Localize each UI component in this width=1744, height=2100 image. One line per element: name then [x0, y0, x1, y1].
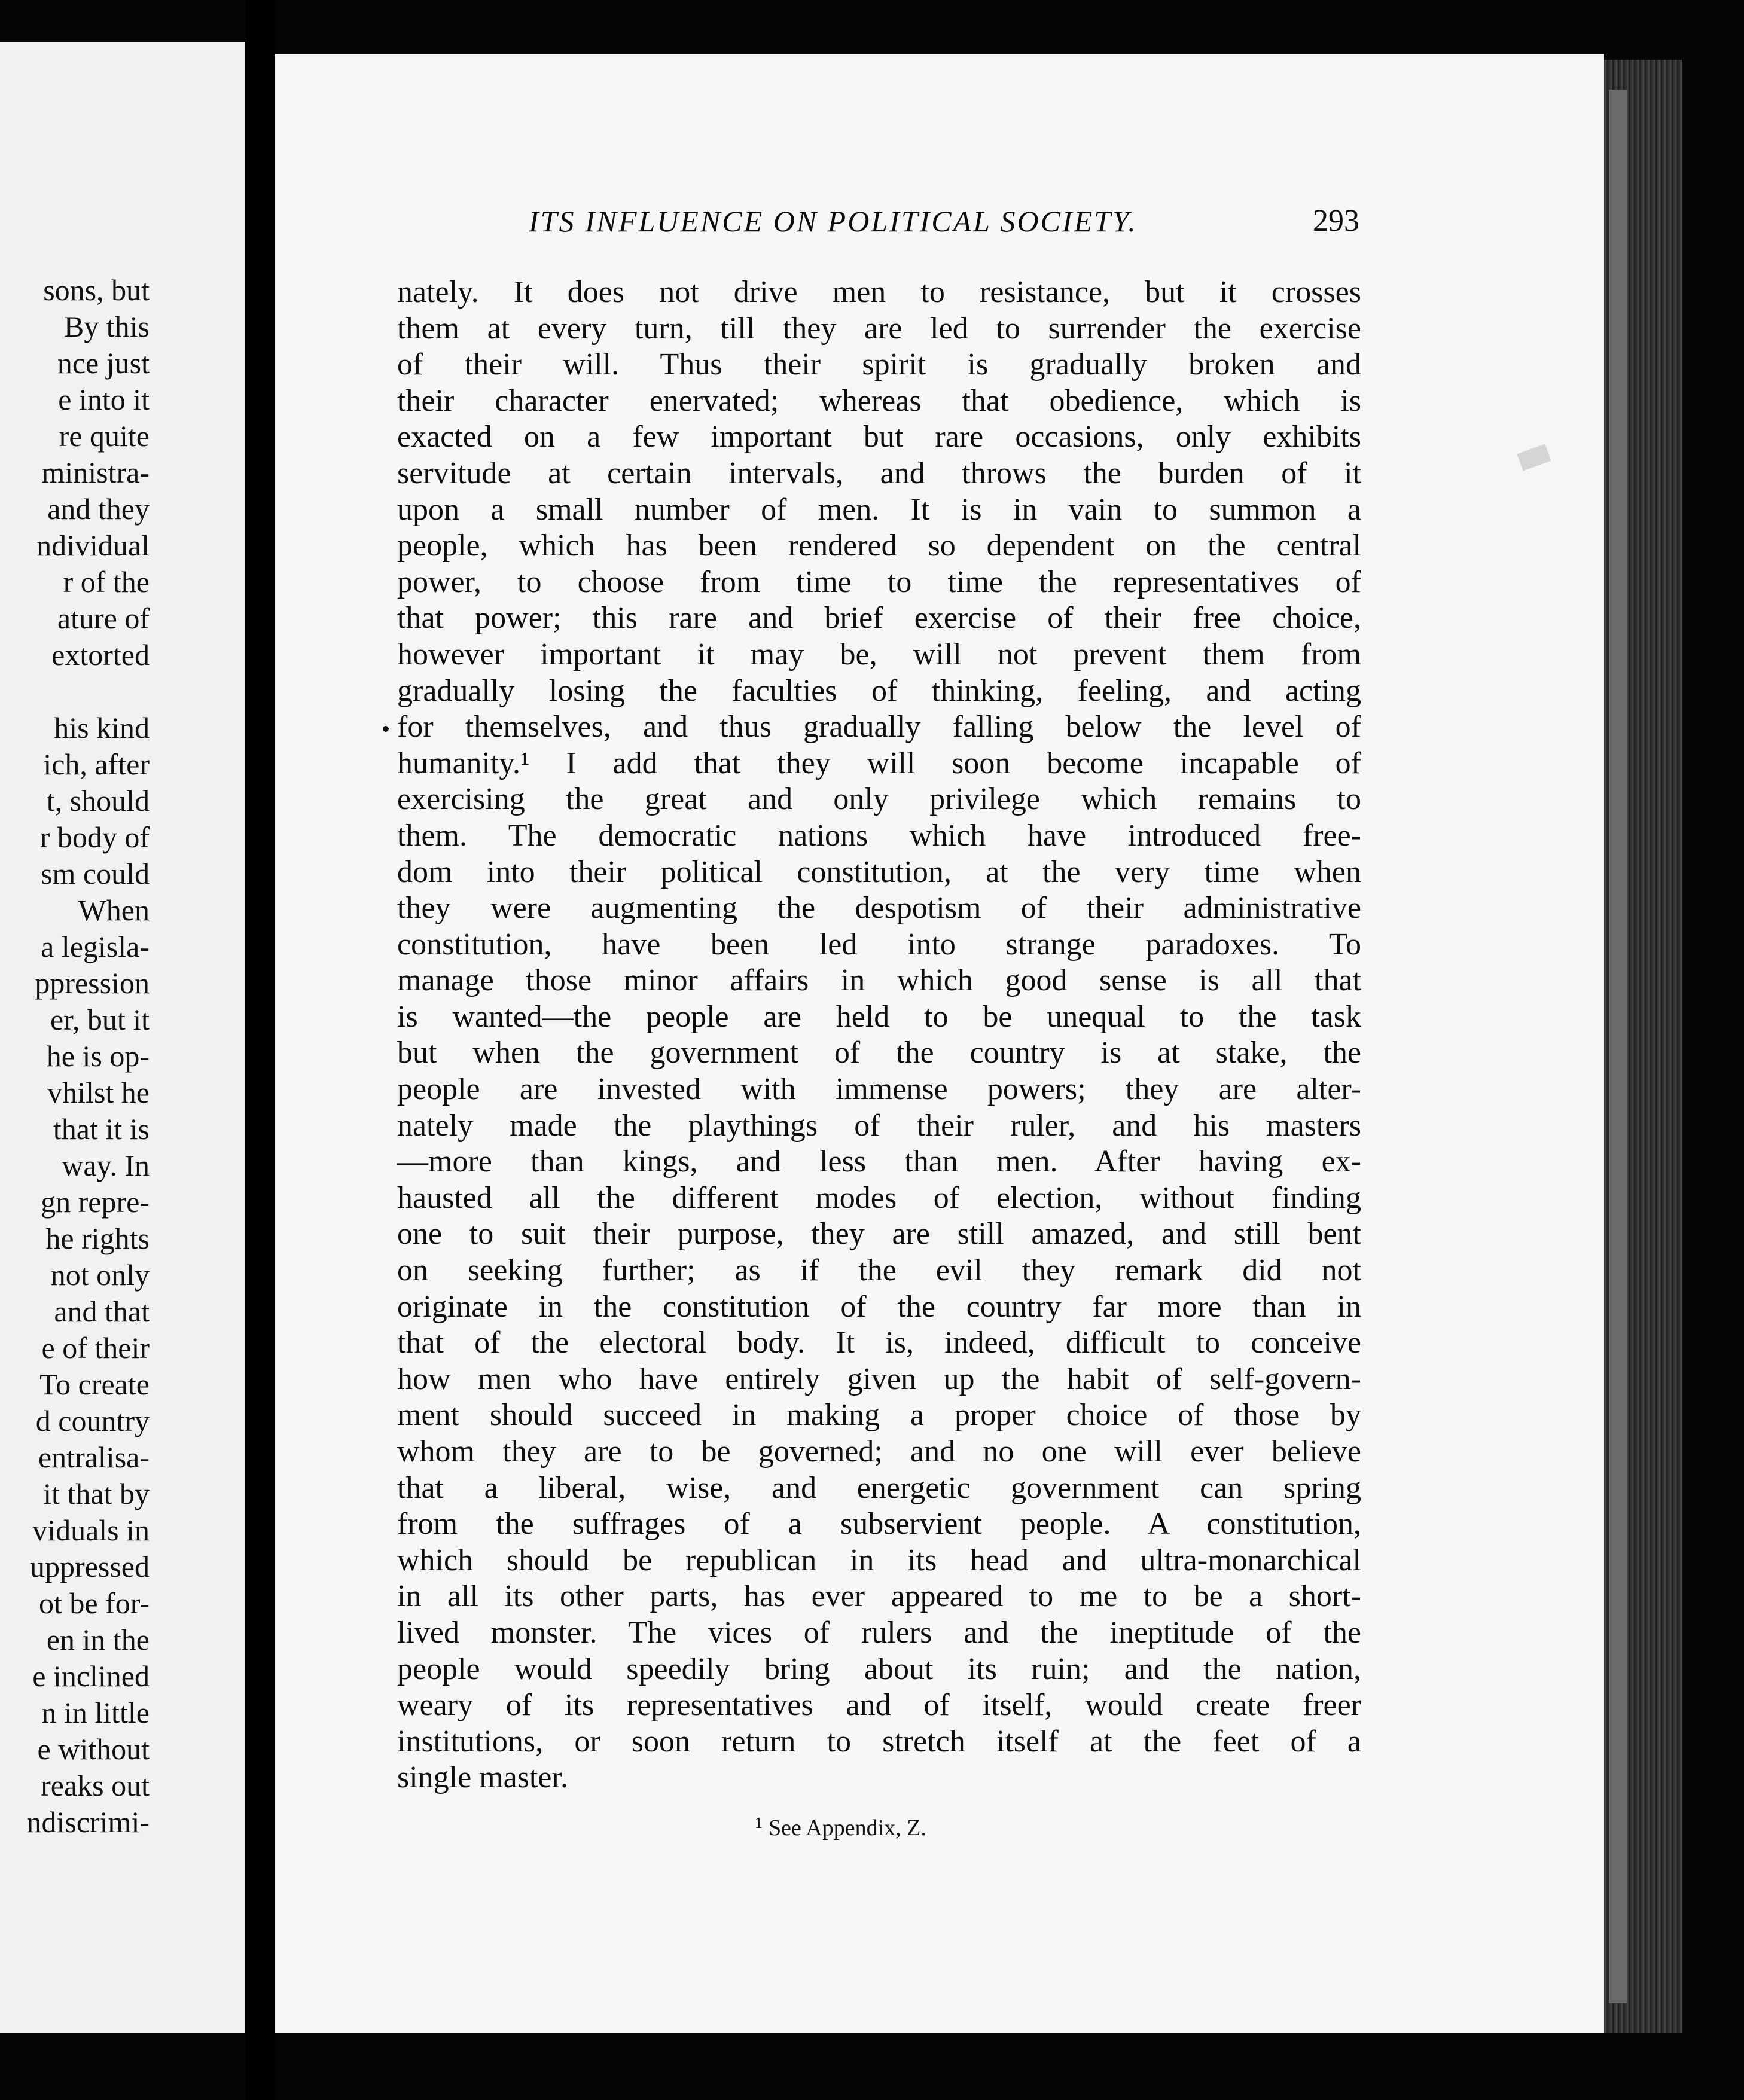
- left-facing-page: [0, 42, 245, 2033]
- body-line: constitution, have been led into strange paradoxes. To: [397, 927, 1361, 962]
- left-page-line: ndividual: [36, 529, 150, 562]
- footnote-marker: 1: [755, 1814, 763, 1832]
- left-page-line: and that: [54, 1295, 150, 1328]
- margin-dot: [383, 726, 389, 732]
- body-line: —more than kings, and less than men. After having ex-: [397, 1144, 1361, 1179]
- body-line: of their will. Thus their spirit is gradually broken and: [397, 347, 1361, 382]
- body-line: whom they are to be governed; and no one will ever believe: [397, 1434, 1361, 1469]
- body-line: upon a small number of men. It is in vain to summon a: [397, 492, 1361, 527]
- left-page-line: en in the: [46, 1623, 150, 1656]
- left-page-line: it that by: [43, 1477, 150, 1510]
- footnote: [755, 1805, 926, 1841]
- left-page-line: nce just: [57, 346, 150, 380]
- body-line: ment should succeed in making a proper choice of those by: [397, 1398, 1361, 1433]
- body-line: they were augmenting the despotism of their administrative: [397, 891, 1361, 926]
- body-line: nately. It does not drive men to resistance, but it crosses: [397, 275, 1361, 309]
- body-line: single master.: [397, 1760, 568, 1795]
- left-page-line: extorted: [51, 638, 150, 671]
- book-gutter: [245, 0, 275, 2100]
- body-line: people would speedily bring about its ruin; and the nation,: [397, 1652, 1361, 1686]
- body-line: that a liberal, wise, and energetic government can spring: [397, 1470, 1361, 1505]
- left-page-line: vhilst he: [47, 1076, 150, 1109]
- left-page-line: that it is: [53, 1112, 150, 1146]
- body-line: is wanted—the people are held to be unequal to the task: [397, 999, 1361, 1034]
- left-page-line: ature of: [57, 602, 150, 635]
- running-head: ITS INFLUENCE ON POLITICAL SOCIETY.: [529, 204, 1138, 238]
- left-page-line: By this: [63, 310, 150, 343]
- left-page-line: not only: [50, 1258, 150, 1292]
- body-line: originate in the constitution of the country far more than in: [397, 1289, 1361, 1324]
- body-line: institutions, or soon return to stretch itself at the feet of a: [397, 1724, 1361, 1759]
- left-page-line: er, but it: [50, 1003, 150, 1036]
- left-page-line: way. In: [62, 1149, 150, 1182]
- body-line: nately made the playthings of their ruler, and his masters: [397, 1108, 1361, 1143]
- left-page-line: his kind: [54, 711, 150, 744]
- left-page-line: ich, after: [43, 747, 150, 781]
- paper-speck: [1517, 444, 1551, 471]
- left-page-line: e of their: [41, 1331, 150, 1365]
- body-line: exacted on a few important but rare occasions, only exhibits: [397, 420, 1361, 454]
- body-line: that power; this rare and brief exercise of their free choice,: [397, 601, 1361, 636]
- left-page-line: ppression: [35, 966, 150, 1000]
- body-line: them at every turn, till they are led to surrender the exercise: [397, 311, 1361, 346]
- left-page-line: entralisa-: [38, 1440, 150, 1474]
- body-line: manage those minor affairs in which good sense is all that: [397, 963, 1361, 998]
- body-text: [397, 274, 1361, 1796]
- left-page-line: r of the: [63, 565, 150, 599]
- body-line: servitude at certain intervals, and throws the burden of it: [397, 456, 1361, 490]
- left-page-line: re quite: [59, 419, 150, 453]
- body-line: gradually losing the faculties of thinking, feeling, and acting: [397, 673, 1361, 708]
- left-page-line: n in little: [41, 1696, 150, 1729]
- body-line: dom into their political constitution, at the very time when: [397, 854, 1361, 889]
- left-page-line: gn repre-: [41, 1185, 150, 1219]
- left-page-line: t, should: [46, 784, 150, 817]
- body-line: but when the government of the country is at stake, the: [397, 1036, 1361, 1070]
- left-page-line: e into it: [58, 383, 150, 416]
- left-page-text: [0, 272, 150, 1840]
- left-page-line: and they: [47, 492, 150, 526]
- body-line: that of the electoral body. It is, indeed, difficult to conceive: [397, 1326, 1361, 1360]
- left-page-line: e inclined: [32, 1659, 150, 1693]
- body-line: from the suffrages of a subservient people. A constitution,: [397, 1507, 1361, 1542]
- left-page-line: ot be for-: [38, 1586, 150, 1620]
- body-line: which should be republican in its head and ultra-monarchical: [397, 1543, 1361, 1577]
- footnote-text: See Appendix, Z.: [769, 1815, 926, 1840]
- body-line: for themselves, and thus gradually falling below the level of: [397, 710, 1361, 744]
- body-line: how men who have entirely given up the habit of self-govern-: [397, 1362, 1361, 1396]
- left-page-line: r body of: [39, 820, 150, 854]
- left-page-line: e without: [37, 1732, 150, 1766]
- page-edge-highlight: [1609, 90, 1627, 2003]
- body-line: in all its other parts, has ever appeared to me to be a short-: [397, 1579, 1361, 1614]
- left-page-line: viduals in: [32, 1513, 150, 1547]
- left-page-line: reaks out: [41, 1769, 150, 1802]
- body-line: people are invested with immense powers; they are alter-: [397, 1072, 1361, 1107]
- left-page-line: sm could: [41, 857, 150, 890]
- body-line: their character enervated; whereas that obedience, which is: [397, 383, 1361, 418]
- page-number: 293: [1313, 204, 1359, 238]
- body-line: weary of its representatives and of itself, would create freer: [397, 1688, 1361, 1723]
- body-line: on seeking further; as if the evil they remark did not: [397, 1253, 1361, 1288]
- body-line: humanity.¹ I add that they will soon become incapable of: [397, 746, 1361, 780]
- body-line: exercising the great and only privilege which remains to: [397, 782, 1361, 817]
- body-line: hausted all the different modes of election, without finding: [397, 1180, 1361, 1215]
- left-page-line: When: [78, 893, 150, 927]
- left-page-line: d country: [35, 1404, 150, 1437]
- body-line: them. The democratic nations which have introduced free-: [397, 818, 1361, 853]
- left-page-line: sons, but: [43, 273, 150, 307]
- left-page-line: he is op-: [46, 1039, 150, 1073]
- left-page-line: [0, 673, 150, 710]
- body-line: power, to choose from time to time the representatives of: [397, 564, 1361, 599]
- left-page-line: uppressed: [30, 1550, 150, 1583]
- body-line: people, which has been rendered so dependent on the central: [397, 529, 1361, 563]
- left-page-line: a legisla-: [41, 930, 150, 963]
- left-page-line: ministra-: [41, 456, 150, 489]
- left-page-line: he rights: [45, 1222, 150, 1255]
- left-page-line: To create: [39, 1368, 150, 1401]
- body-line: however important it may be, will not prevent them from: [397, 637, 1361, 671]
- body-line: lived monster. The vices of rulers and the ineptitude of the: [397, 1615, 1361, 1650]
- left-page-line: ndiscrimi-: [26, 1805, 150, 1839]
- body-line: one to suit their purpose, they are still amazed, and still bent: [397, 1217, 1361, 1252]
